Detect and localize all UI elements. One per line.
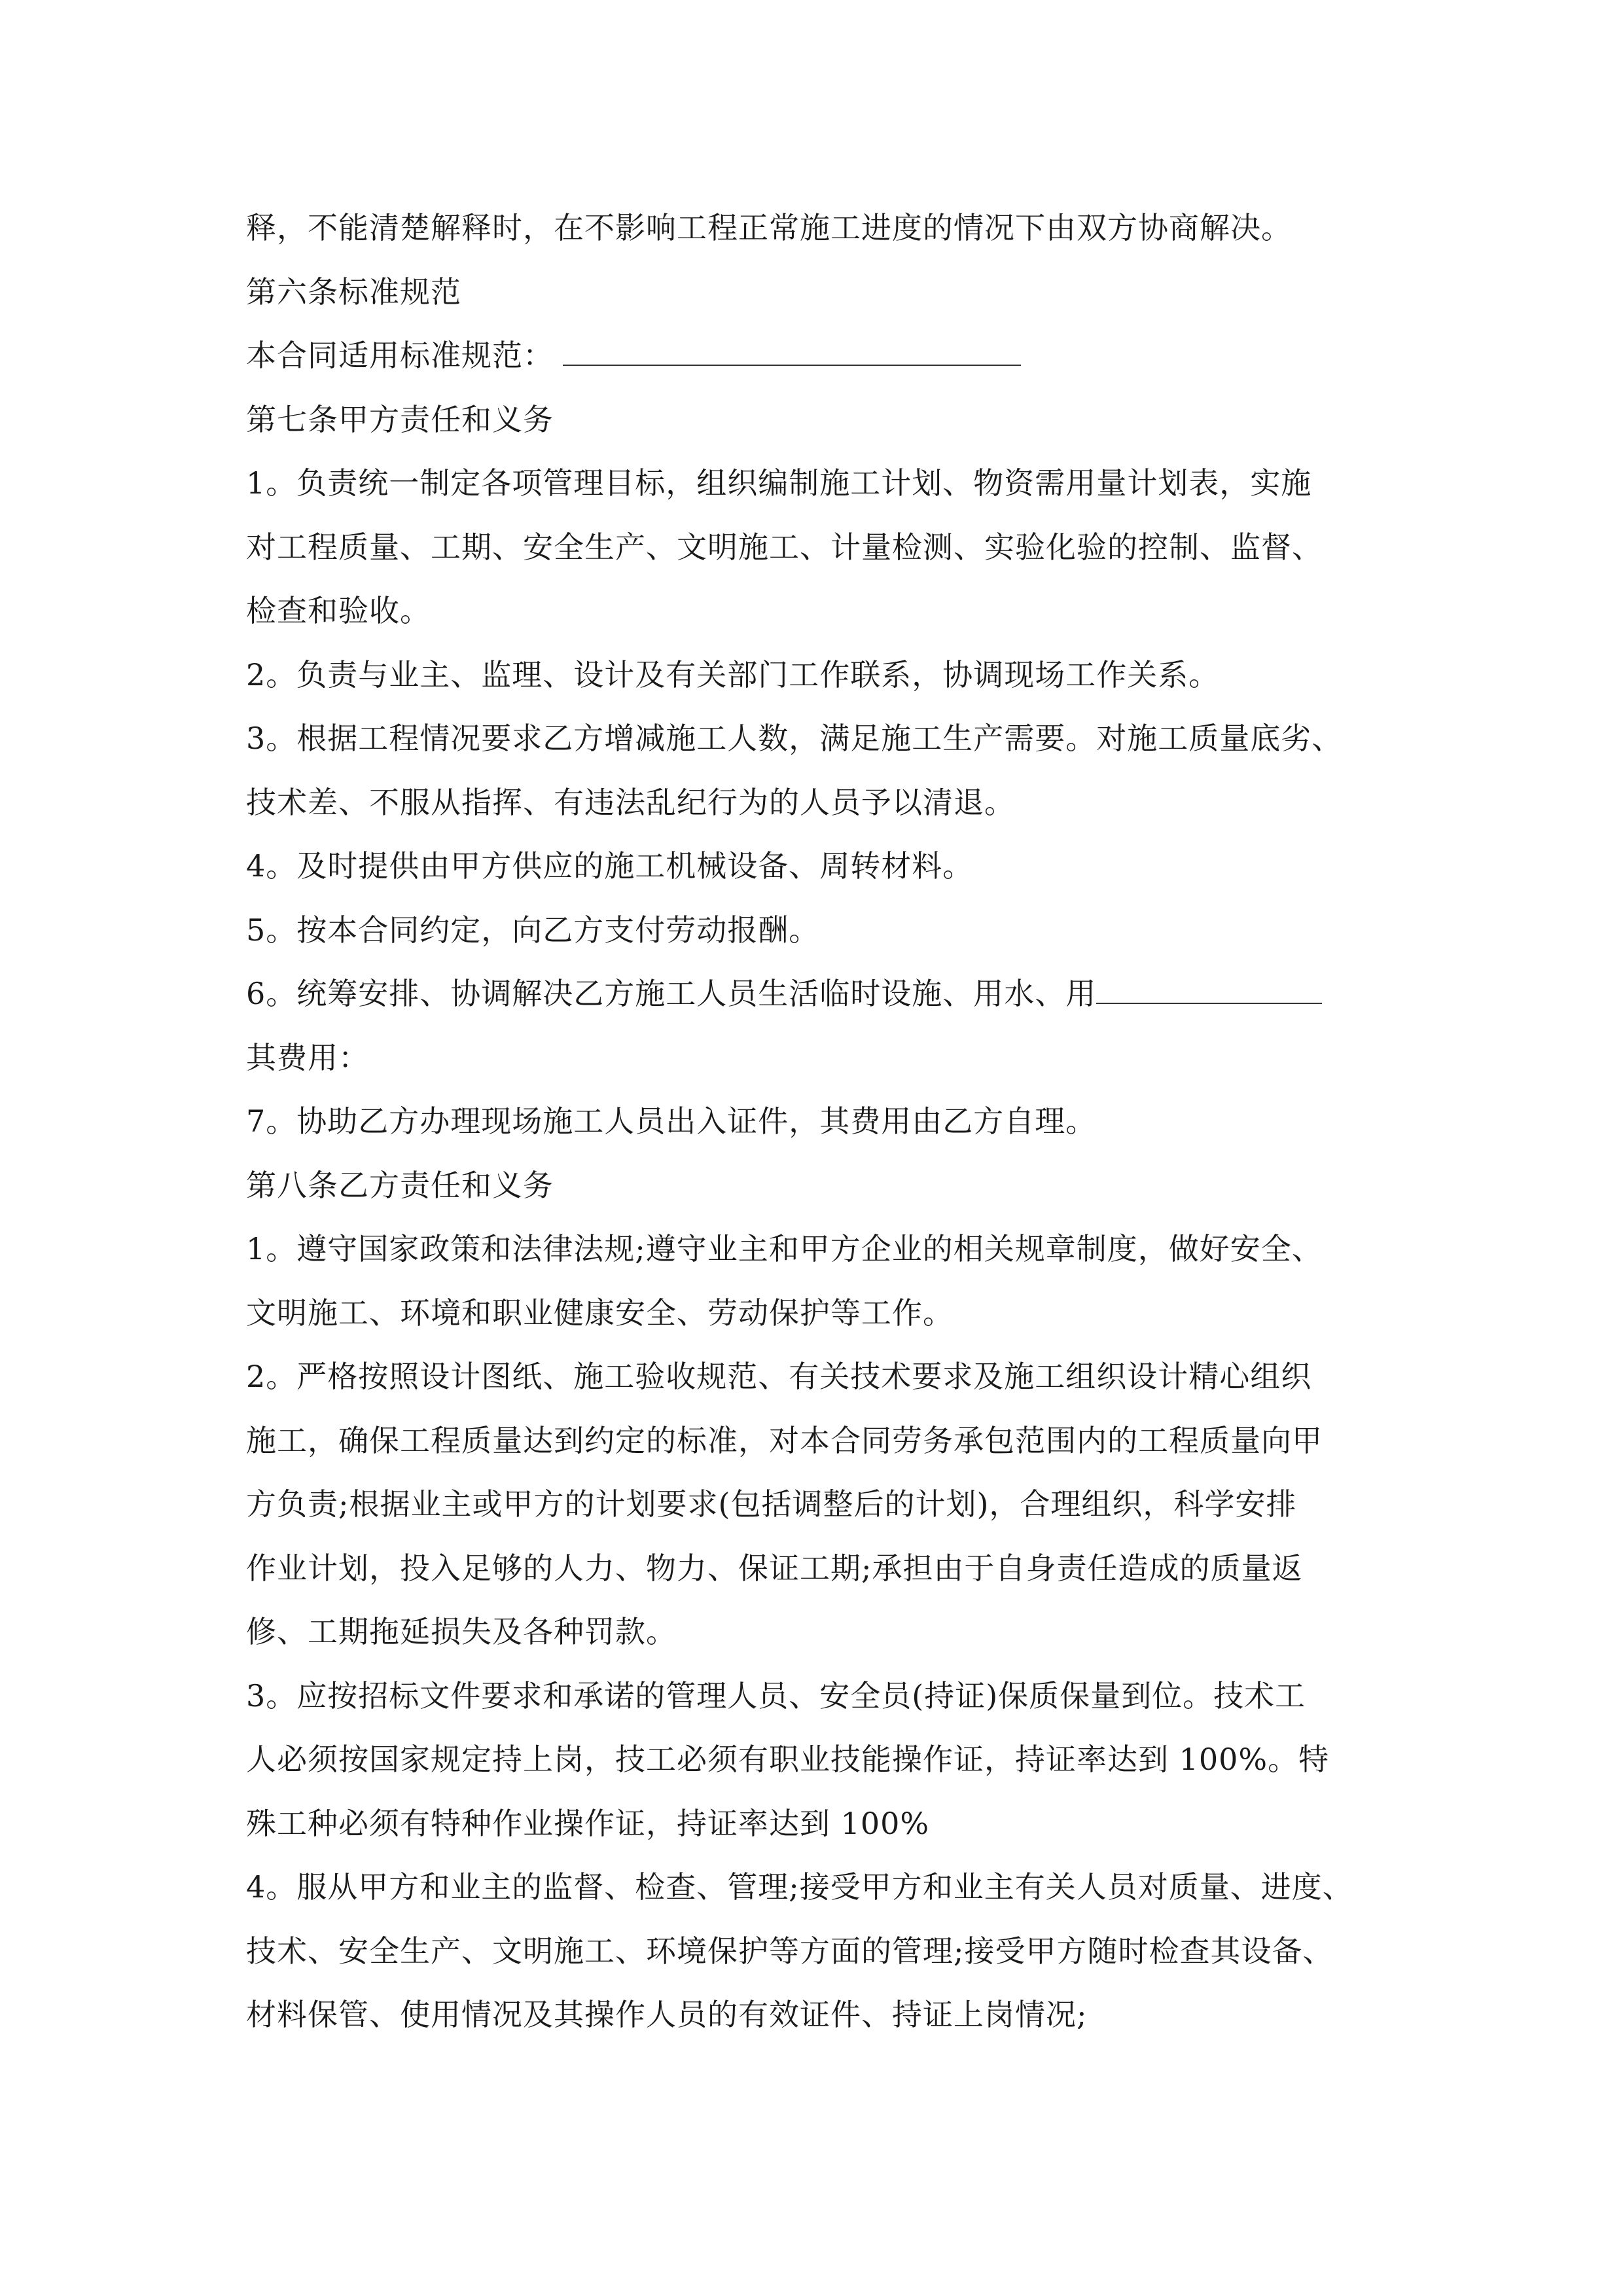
text-line: 方负责;根据业主或甲方的计划要求(包括调整后的计划)，合理组织，科学安排 xyxy=(246,1486,1297,1522)
fill-in-blank[interactable] xyxy=(1096,970,1322,1004)
text-line: 4。及时提供由甲方供应的施工机械设备、周转材料。 xyxy=(246,848,974,884)
text-line: 3。应按招标文件要求和承诺的管理人员、安全员(持证)保质保量到位。技术工 xyxy=(246,1677,1306,1713)
text-line: 殊工种必须有特种作业操作证，持证率达到 100% xyxy=(246,1805,930,1841)
document-body xyxy=(246,196,1411,2047)
text-line: 5。按本合同约定，向乙方支付劳动报酬。 xyxy=(246,912,820,948)
section-heading: 第七条甲方责任和义务 xyxy=(246,401,554,437)
section-heading: 第六条标准规范 xyxy=(246,274,461,310)
text-line: 其费用： xyxy=(246,1039,369,1075)
text-line: 技术差、不服从指挥、有违法乱纪行为的人员予以清退。 xyxy=(246,784,1015,820)
text-line: 2。负责与业主、监理、设计及有关部门工作联系，协调现场工作关系。 xyxy=(246,656,1220,692)
text-line: 对工程质量、工期、安全生产、文明施工、计量检测、实验化验的控制、监督、 xyxy=(246,529,1323,565)
text-line: 技术、安全生产、文明施工、环境保护等方面的管理;接受甲方随时检查其设备、 xyxy=(246,1933,1334,1969)
text-line: 1。遵守国家政策和法律法规;遵守业主和甲方企业的相关规章制度，做好安全、 xyxy=(246,1231,1323,1266)
section-heading: 第八条乙方责任和义务 xyxy=(246,1167,554,1203)
fill-in-blank[interactable] xyxy=(563,332,1021,366)
text-line: 2。严格按照设计图纸、施工验收规范、有关技术要求及施工组织设计精心组织 xyxy=(246,1359,1312,1394)
text-line: 4。服从甲方和业主的监督、检查、管理;接受甲方和业主有关人员对质量、进度、 xyxy=(246,1869,1353,1905)
text-line: 1。负责统一制定各项管理目标，组织编制施工计划、物资需用量计划表，实施 xyxy=(246,465,1312,501)
text-line: 施工，确保工程质量达到约定的标准，对本合同劳务承包范围内的工程质量向甲 xyxy=(246,1422,1323,1458)
text-line: 释，不能清楚解释时，在不影响工程正常施工进度的情况下由双方协商解决。 xyxy=(246,210,1292,245)
text-line: 文明施工、环境和职业健康安全、劳动保护等工作。 xyxy=(246,1295,954,1331)
text-line: 修、工期拖延损失及各种罚款。 xyxy=(246,1614,677,1649)
text-line: 3。根据工程情况要求乙方增减施工人数，满足施工生产需要。对施工质量底劣、 xyxy=(246,721,1343,756)
text-line: 检查和验收。 xyxy=(246,593,431,628)
text-line: 人必须按国家规定持上岗，技工必须有职业技能操作证，持证率达到 100%。特 xyxy=(246,1742,1330,1777)
text-line: 作业计划，投入足够的人力、物力、保证工期;承担由于自身责任造成的质量返 xyxy=(246,1550,1303,1586)
text-line: 材料保管、使用情况及其操作人员的有效证件、持证上岗情况; xyxy=(246,1997,1088,2032)
text-line: 6。统筹安排、协调解决乙方施工人员生活临时设施、用水、用 xyxy=(246,962,1411,1026)
text-line: 本合同适用标准规范： xyxy=(246,324,1411,388)
text-line: 7。协助乙方办理现场施工人员出入证件，其费用由乙方自理。 xyxy=(246,1103,1097,1139)
